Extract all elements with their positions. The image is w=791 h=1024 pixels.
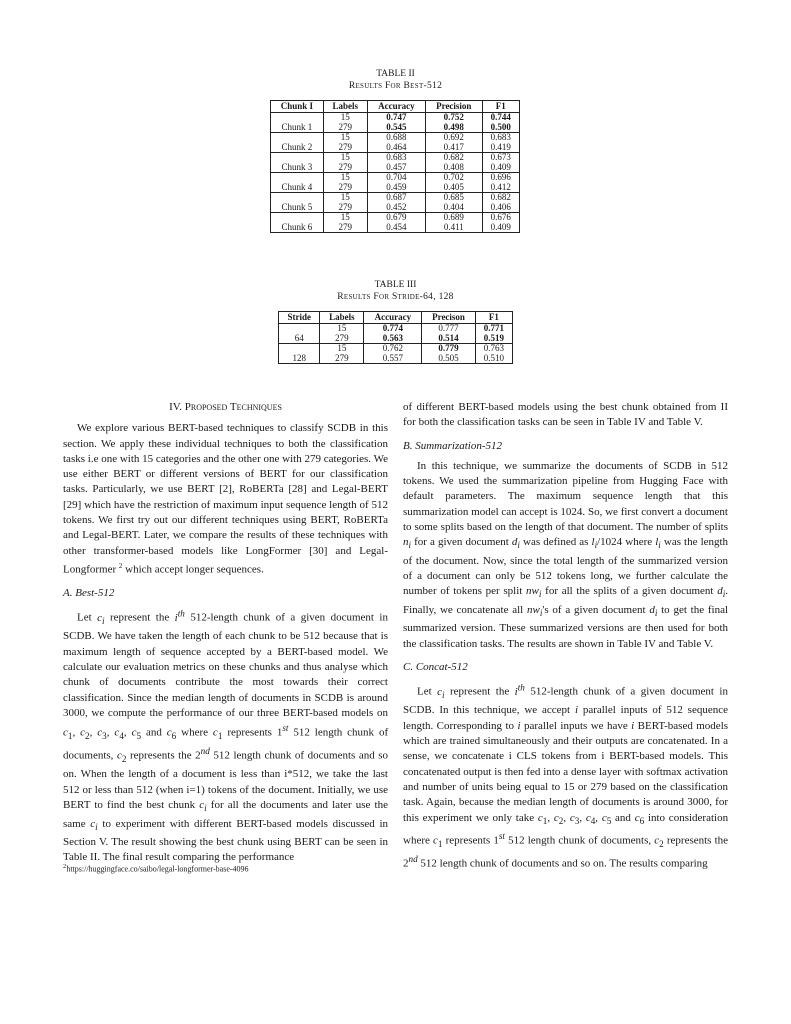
table-cell: 279 — [323, 223, 367, 233]
table-cell: 0.563 — [364, 334, 422, 344]
column-header: Stride — [279, 312, 320, 324]
table-cell: 0.682 — [482, 193, 519, 203]
table-cell: 0.500 — [482, 123, 519, 133]
group-label-cell — [271, 153, 324, 163]
table-row — [279, 324, 513, 334]
table-cell: 0.685 — [425, 193, 482, 203]
group-label-cell — [271, 133, 324, 143]
table-2-caption — [0, 68, 791, 92]
summarization-512-paragraph: In this technique, we summarize the documents of SCDB in 512 tokens. We used the summarization pipeline from Hugging Face with default parameters. The maximum sequence length that this summarization model can accept is 1024. So, we first convert a document to some splits based on the length of that document. The number of splits $n_i$ for a given document $d_i$ was defined as $l_i/1024$ where $l_i$ was the length of the document. Now, since the total length of the summarized version of a document can only be 512 tokens long, we further calculate the number of tokens per split $nw_i$ for all the splits of a given document $d_i$. Finally, we concatenate all $nw_i's$ of a given document $d_i$ to get the final summarized version. These summarized versions are then used for both the classification tasks. The results are shown in Table IV and Table V. — [403, 459, 729, 650]
column-header: Precison — [422, 312, 475, 324]
table-row — [271, 173, 520, 183]
table-row — [271, 113, 520, 123]
table-cell: 0.683 — [482, 133, 519, 143]
column-header: F1 — [482, 101, 519, 113]
group-label-cell: 64 — [279, 334, 320, 344]
table-cell: 0.744 — [482, 113, 519, 123]
table-cell: 0.519 — [475, 334, 512, 344]
table-cell: 0.464 — [367, 143, 425, 153]
table-row — [271, 213, 520, 223]
right-top-paragraph: of different BERT-based models using the best chunk obtained from II for both the classification tasks can be seen in Table IV and Table V. — [403, 401, 728, 429]
table-cell: 0.510 — [475, 354, 512, 364]
table-cell: 0.682 — [425, 153, 482, 163]
table-cell: 0.452 — [367, 203, 425, 213]
table-cell: 0.762 — [364, 344, 422, 354]
table-cell: 0.459 — [367, 183, 425, 193]
concat-512-paragraph: Let $c_i$ represent the $i^{th}$ 512-length chunk of a given document in SCDB. In this technique, we accept i parallel inputs of 512 sequence length. Corresponding to i parallel inputs we have i BERT-based models which are trained simultaneously and their outputs are concatenated. In a sense, we concatenate i CLS tokens from i BERT-based models. This concatenated output is then fed into a dense layer with softmax activation and number of units being equal to 15 or 279 based on the classification task. Again, because the median length of documents is around 3000, for this experiment we only take $c_1$, $c_2$, $c_3$, $c_4$, $c_5$ and $c_6$ into consideration where $c_1$ represents 1st 512 length chunk of documents, $c_2$ represents the 2nd 512 length chunk of documents and so on. The results comparing — [403, 682, 729, 870]
table-cell: 279 — [323, 183, 367, 193]
table-cell: 0.679 — [367, 213, 425, 223]
table-2-title: Results For Best-512 — [348, 81, 443, 91]
table-cell: 0.752 — [425, 113, 482, 123]
best-512-paragraph: Let $c_i$ represent the $i^{th}$ 512-length chunk of a given document in SCDB. We have taken the length of each chunk to be 512 because that is maximum length of sequence accepted by a BERT-based model. We calculate our evaluation metrics on these chunks and thus analyse which chunk of documents contribute the most towards their correct classification. Since the median length of documents in SCDB is around 3000, we compute the performance of our three BERT-based models on $c_1$, $c_2$, $c_3$, $c_4$, $c_5$ and $c_6$ where $c_1$ represents 1st 512 length chunk of documents, $c_2$ represents the 2nd 512 length chunk of documents and so on. When the length of a document is less than i*512, we take the last 512 or less than 512 (when i=1) tokens of the document. Initially, we use BERT to find the best chunk $c_i$ for all the documents and later use the same $c_i$ to experiment with different BERT-based models discussed in Section V. The result showing the best chunk using BERT can be seen in Table II. The final result comparing the performance — [63, 608, 389, 864]
table-cell: 0.774 — [364, 324, 422, 334]
summarization-512-heading: B. Summarization-512 — [403, 439, 502, 452]
group-label-cell — [271, 113, 324, 123]
table-row — [279, 344, 513, 354]
table-cell: 0.704 — [367, 173, 425, 183]
table-cell: 0.411 — [425, 223, 482, 233]
table-3-number: TABLE III — [374, 280, 417, 290]
table-cell: 0.454 — [367, 223, 425, 233]
table-cell: 0.412 — [482, 183, 519, 193]
table-cell: 279 — [323, 143, 367, 153]
group-label-cell — [271, 173, 324, 183]
group-label-cell: 128 — [279, 354, 320, 364]
table-row — [271, 193, 520, 203]
table-cell: 279 — [320, 354, 364, 364]
table-3-title: Results For Stride-64, 128 — [337, 292, 454, 302]
table-cell: 0.688 — [367, 133, 425, 143]
table-row — [271, 133, 520, 143]
column-header: Accuracy — [367, 101, 425, 113]
table-row — [271, 183, 520, 193]
table-cell: 15 — [323, 153, 367, 163]
table-cell: 0.557 — [364, 354, 422, 364]
table-row — [279, 334, 513, 344]
footnote: $^2$https://huggingface.co/saibo/legal-longformer-base-4096 — [63, 863, 249, 874]
table-cell: 0.692 — [425, 133, 482, 143]
table-cell: 0.747 — [367, 113, 425, 123]
table-cell: 15 — [323, 113, 367, 123]
table-cell: 0.406 — [482, 203, 519, 213]
table-cell: 0.687 — [367, 193, 425, 203]
table-header-row — [279, 312, 513, 324]
table-row — [271, 223, 520, 233]
table-cell: 0.779 — [422, 344, 475, 354]
table-header-row — [271, 101, 520, 113]
table-cell: 0.404 — [425, 203, 482, 213]
group-label-cell — [271, 193, 324, 203]
table-cell: 0.409 — [482, 223, 519, 233]
table-cell: 0.505 — [422, 354, 475, 364]
concat-512-heading: C. Concat-512 — [403, 661, 468, 674]
table-cell: 0.405 — [425, 183, 482, 193]
table-cell: 0.676 — [482, 213, 519, 223]
group-label-cell — [271, 213, 324, 223]
group-label-cell — [279, 344, 320, 354]
table-cell: 15 — [320, 344, 364, 354]
table-cell: 0.673 — [482, 153, 519, 163]
section-heading: IV. Proposed Techniques — [169, 401, 282, 413]
table-cell: 0.514 — [422, 334, 475, 344]
table-row — [271, 153, 520, 163]
column-header: F1 — [475, 312, 512, 324]
table-row — [271, 163, 520, 173]
table-cell: 279 — [320, 334, 364, 344]
table-cell: 0.777 — [422, 324, 475, 334]
group-label-cell: Chunk 4 — [271, 183, 324, 193]
column-header: Labels — [320, 312, 364, 324]
table-2-number: TABLE II — [376, 69, 415, 79]
best-512-heading: A. Best-512 — [63, 586, 115, 599]
table-cell: 15 — [323, 133, 367, 143]
table-3-caption — [0, 279, 791, 303]
table-cell: 0.417 — [425, 143, 482, 153]
table-cell: 279 — [323, 203, 367, 213]
group-label-cell: Chunk 6 — [271, 223, 324, 233]
table-row — [271, 143, 520, 153]
table-2 — [270, 100, 520, 233]
table-cell: 0.702 — [425, 173, 482, 183]
group-label-cell: Chunk 2 — [271, 143, 324, 153]
table-3 — [278, 311, 513, 364]
table-cell: 279 — [323, 163, 367, 173]
group-label-cell: Chunk 1 — [271, 123, 324, 133]
table-cell: 0.408 — [425, 163, 482, 173]
column-header: Precision — [425, 101, 482, 113]
right-column — [403, 400, 728, 872]
table-cell: 0.498 — [425, 123, 482, 133]
table-cell: 0.683 — [367, 153, 425, 163]
table-cell: 0.409 — [482, 163, 519, 173]
group-label-cell: Chunk 5 — [271, 203, 324, 213]
table-cell: 0.419 — [482, 143, 519, 153]
column-header: Chunk I — [271, 101, 324, 113]
table-cell: 15 — [320, 324, 364, 334]
column-header: Labels — [323, 101, 367, 113]
table-cell: 0.696 — [482, 173, 519, 183]
table-cell: 15 — [323, 213, 367, 223]
table-cell: 0.689 — [425, 213, 482, 223]
table-cell: 15 — [323, 173, 367, 183]
intro-paragraph: We explore various BERT-based techniques to classify SCDB in this section. We apply these individual techniques to both the classification tasks i.e one with 15 categories and the other one with 279 categories. We use either BERT or different versions of BERT for our classification tasks. Particularly, we use BERT [2], RoBERTa [28] and Legal-BERT [29] which have the restriction of maximum input sequence length of 512 tokens. We first try out our different techniques using BERT, RoBERTa and Legal-BERT. Later, we compare the results of these techniques with other transformer-based models like LongFormer [30] and Legal-Longformer $^2$ which accept longer sequences. — [63, 422, 388, 576]
table-cell: 15 — [323, 193, 367, 203]
left-column — [63, 400, 388, 866]
group-label-cell: Chunk 3 — [271, 163, 324, 173]
table-cell: 0.763 — [475, 344, 512, 354]
table-cell: 279 — [323, 123, 367, 133]
table-row — [279, 354, 513, 364]
table-row — [271, 203, 520, 213]
table-cell: 0.457 — [367, 163, 425, 173]
table-row — [271, 123, 520, 133]
table-cell: 0.545 — [367, 123, 425, 133]
column-header: Accuracy — [364, 312, 422, 324]
table-cell: 0.771 — [475, 324, 512, 334]
group-label-cell — [279, 324, 320, 334]
